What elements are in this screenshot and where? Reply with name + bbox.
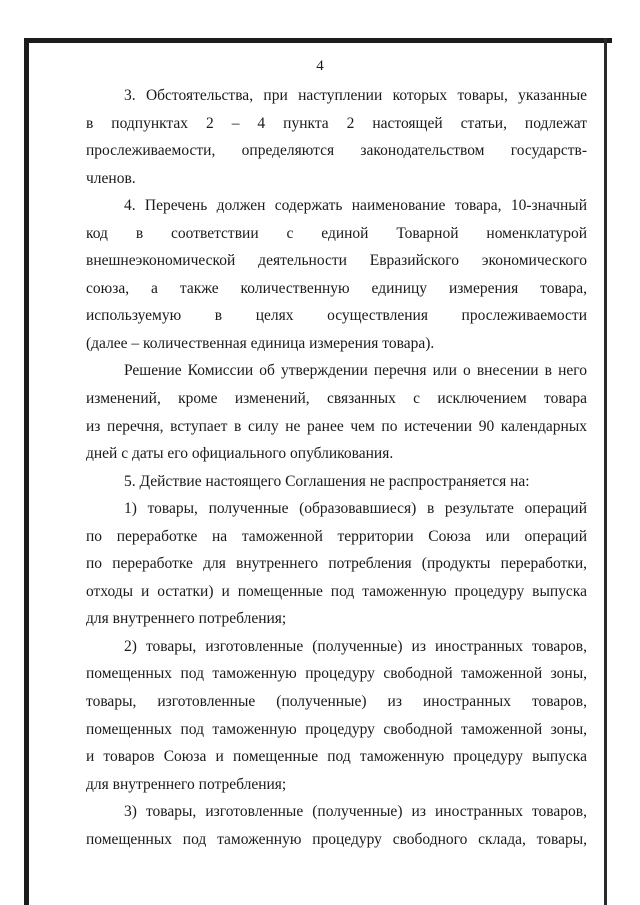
text-line: товары, изготовленные (полученные) из иностранных товаров, bbox=[86, 693, 587, 711]
scan-right-edge bbox=[604, 38, 607, 905]
text-line: для внутреннего потребления; bbox=[86, 775, 287, 793]
paragraph-item-5 bbox=[86, 468, 587, 496]
text-line: 1) товары, полученные (образовавшиеся) в результате операций bbox=[124, 500, 587, 518]
text-line: членов. bbox=[86, 169, 136, 187]
text-line: помещенных под таможенную процедуру свободной таможенной зоны, bbox=[86, 665, 587, 683]
text-line: помещенных под таможенную процедуру свободной таможенной зоны, bbox=[86, 720, 587, 738]
text-line: в подпунктах 2 – 4 пункта 2 настоящей статьи, подлежат bbox=[86, 114, 587, 132]
paragraph-subitem-2 bbox=[86, 633, 587, 798]
text-line: изменений, кроме изменений, связанных с исключением товара bbox=[86, 390, 587, 408]
paragraph-commission-decision bbox=[86, 357, 587, 467]
text-line: (далее – количественная единица измерения товара). bbox=[86, 334, 435, 352]
document-body bbox=[86, 82, 587, 853]
paragraph-subitem-1 bbox=[86, 495, 587, 633]
paragraph-subitem-3 bbox=[86, 798, 587, 853]
text-line: дней с даты его официального опубликования. bbox=[86, 445, 394, 463]
text-line: Решение Комиссии об утверждении перечня или о внесении в него bbox=[124, 362, 587, 380]
scan-left-edge bbox=[24, 38, 29, 905]
text-line: 3) товары, изготовленные (полученные) из иностранных товаров, bbox=[124, 803, 587, 821]
text-line: 4. Перечень должен содержать наименование товара, 10-значный bbox=[124, 197, 587, 215]
text-line: код в соответствии с единой Товарной номенклатурой bbox=[86, 224, 587, 242]
page-number: 4 bbox=[316, 58, 324, 74]
text-line: используемую в целях осуществления прослеживаемости bbox=[86, 307, 587, 325]
text-line: из перечня, вступает в силу не ранее чем по истечении 90 календарных bbox=[86, 417, 587, 435]
text-line: по переработке для внутреннего потребления (продукты переработки, bbox=[86, 555, 587, 573]
text-line: и товаров Союза и помещенные под таможенную процедуру выпуска bbox=[86, 748, 587, 766]
text-line: прослеживаемости, определяются законодательством государств- bbox=[86, 142, 587, 160]
text-line: 3. Обстоятельства, при наступлении которых товары, указанные bbox=[124, 87, 587, 104]
text-line: внешнеэкономической деятельности Евразийского экономического bbox=[86, 252, 587, 270]
text-line: по переработке на таможенной территории Союза или операций bbox=[86, 527, 587, 545]
text-line: помещенных под таможенную процедуру свободного склада, товары, bbox=[86, 830, 587, 848]
scan-top-edge bbox=[28, 38, 612, 43]
text-line: отходы и остатки) и помещенные под таможенную процедуру выпуска bbox=[86, 582, 587, 600]
text-line: 2) товары, изготовленные (полученные) из иностранных товаров, bbox=[124, 637, 587, 655]
text-line: для внутреннего потребления; bbox=[86, 610, 287, 628]
text-line: 5. Действие настоящего Соглашения не распространяется на: bbox=[124, 472, 530, 490]
paragraph-item-3 bbox=[86, 82, 587, 192]
text-line: союза, а также количественную единицу измерения товара, bbox=[86, 279, 587, 297]
paragraph-item-4 bbox=[86, 192, 587, 357]
